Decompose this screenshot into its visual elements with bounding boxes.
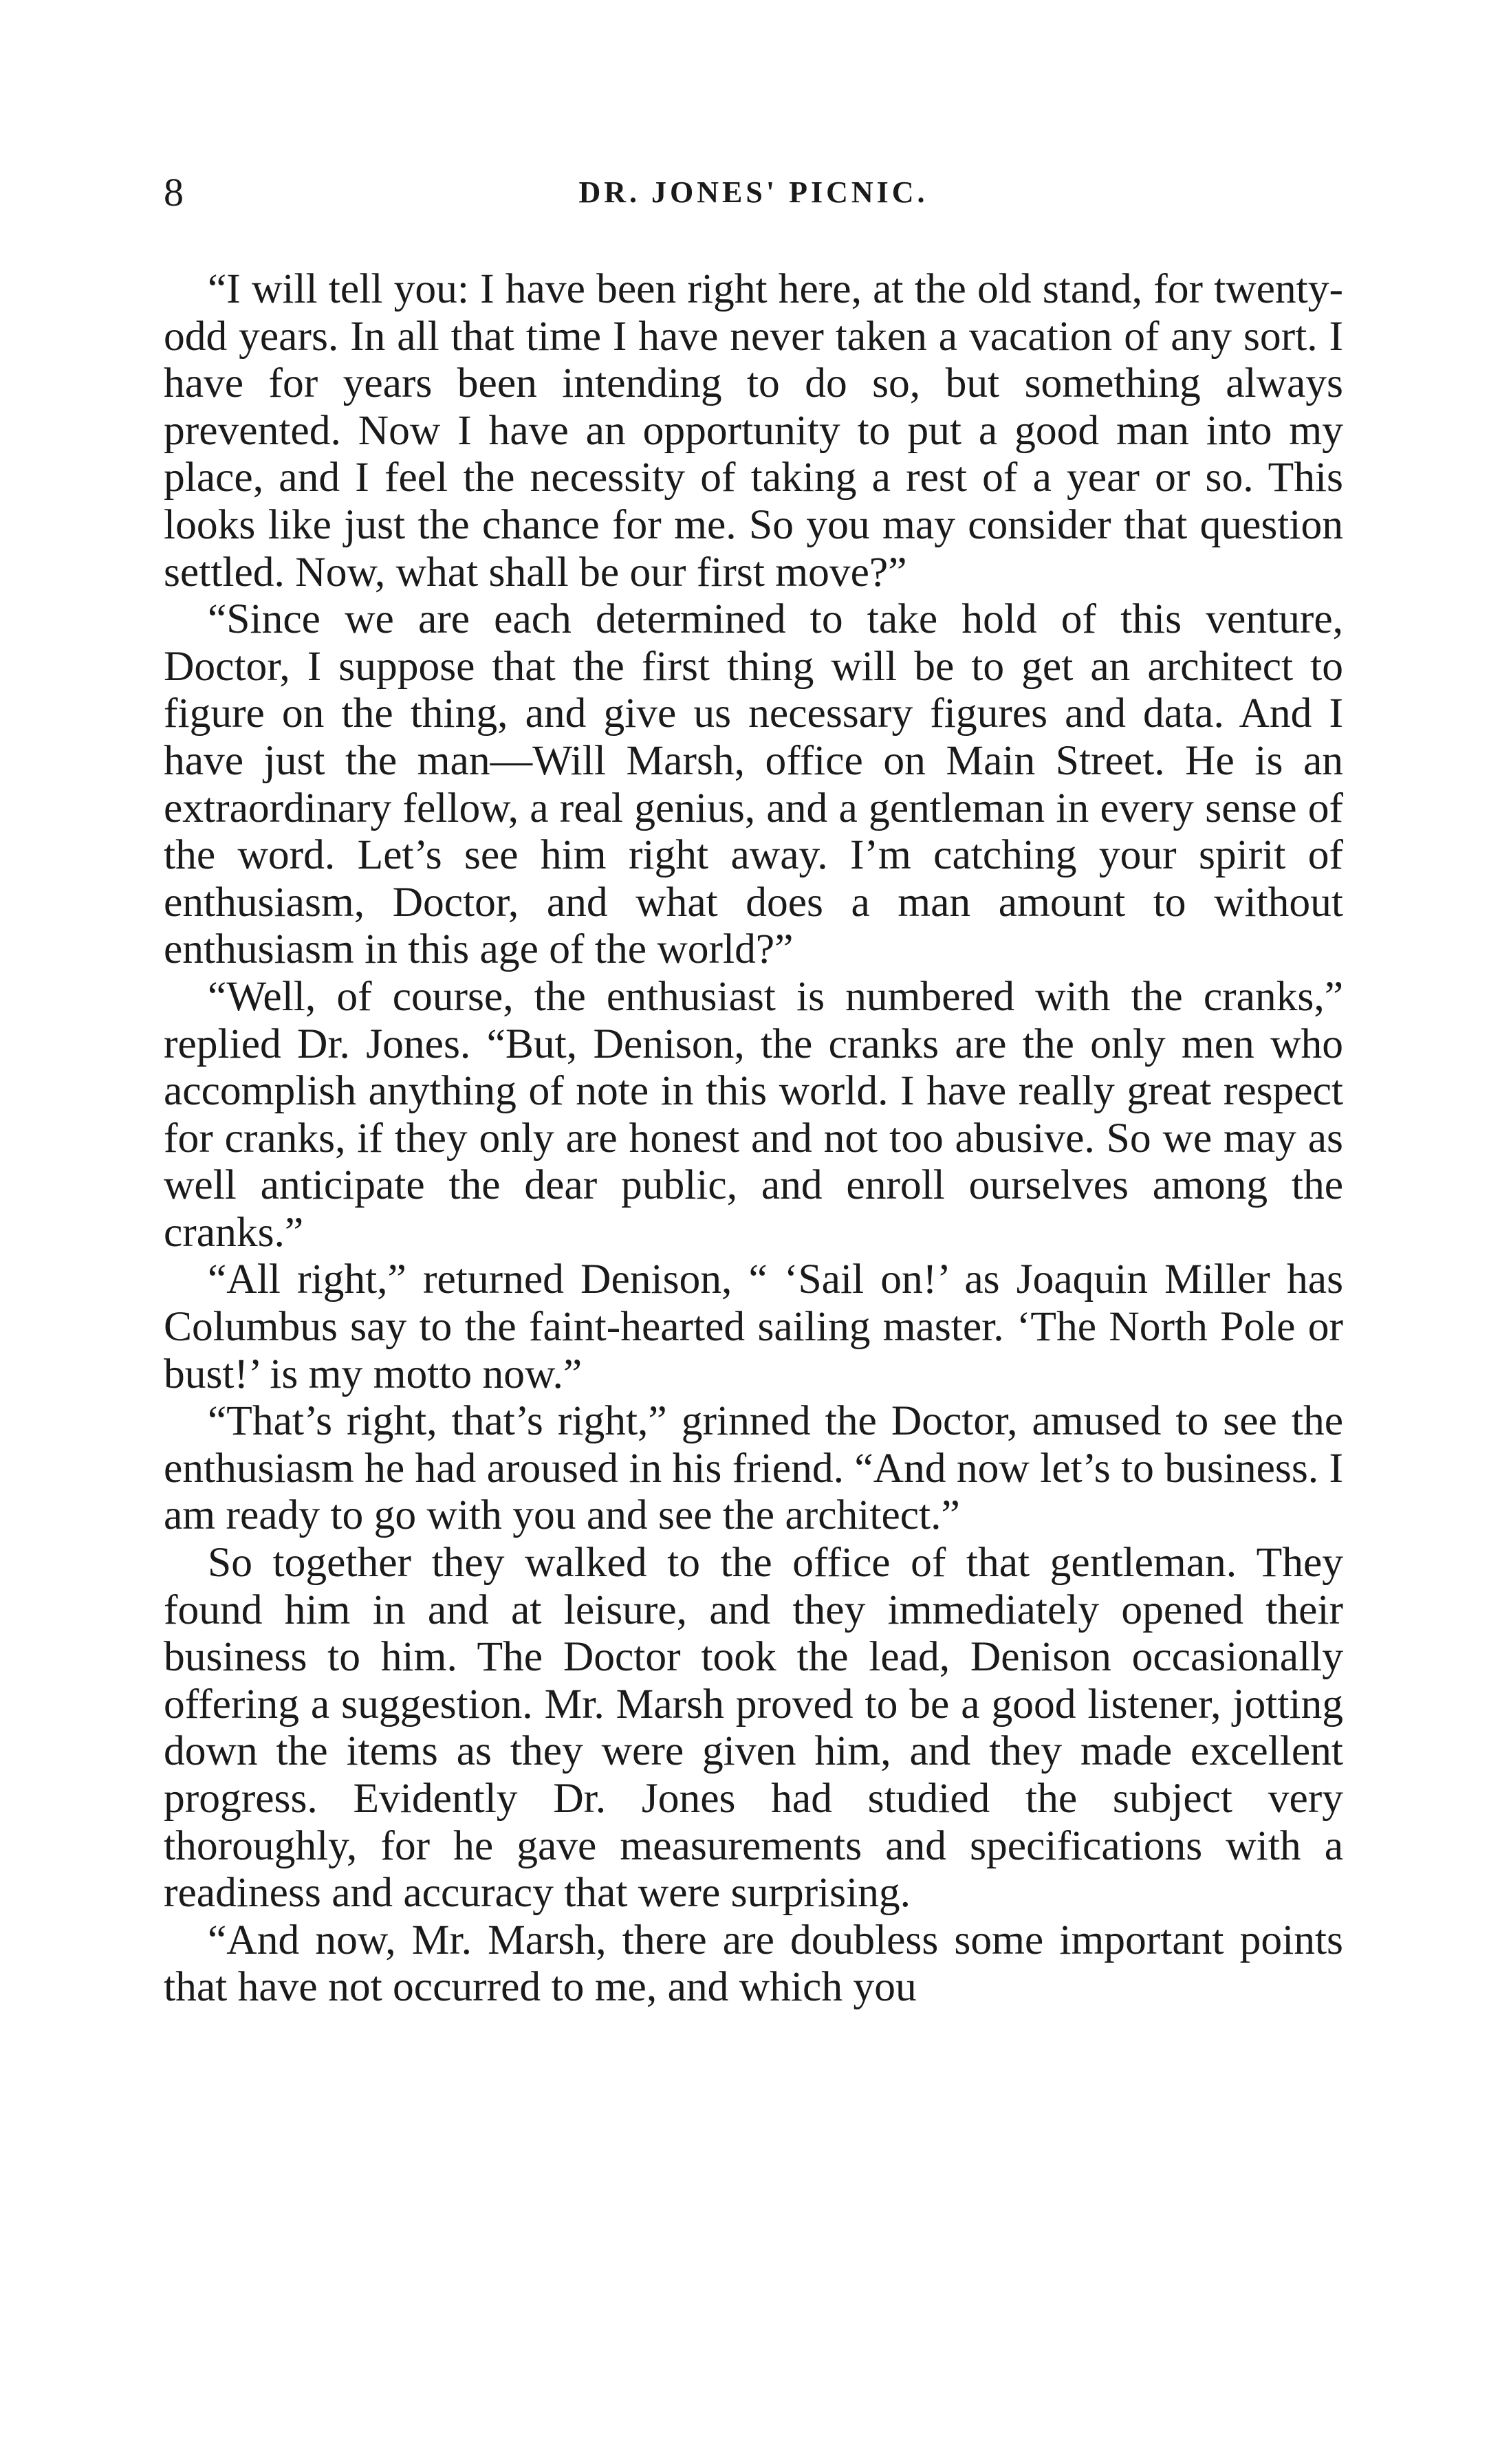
page-number: 8 (164, 170, 184, 215)
body-text (164, 265, 1343, 2011)
running-head (164, 165, 1343, 220)
paragraph-7: “And now, Mr. Marsh, there are doubless some important points that have not occurred to me, and which you (164, 1916, 1343, 2011)
paragraph-4: “All right,” returned Denison, “ ‘Sail on!’ as Joaquin Miller has Columbus say to the faint-hearted sailing master. ‘The North Pole or bust!’ is my motto now.” (164, 1256, 1343, 1397)
paragraph-5: “That’s right, that’s right,” grinned the Doctor, amused to see the enthusiasm he had aroused in his friend. “And now let’s to business. I am ready to go with you and see the architect.” (164, 1397, 1343, 1539)
paragraph-1: “I will tell you: I have been right here, at the old stand, for twenty-odd years. In all that time I have never taken a vacation of any sort. I have for years been intending to do so, but something always prevented. Now I have an opportunity to put a good man into my place, and I feel the necessity of taking a rest of a year or so. This looks like just the chance for me. So you may consider that question settled. Now, what shall be our first move?” (164, 265, 1343, 596)
running-title: DR. JONES' PICNIC. (578, 175, 928, 209)
paragraph-3: “Well, of course, the enthusiast is numbered with the cranks,” replied Dr. Jones. “But, Denison, the cranks are the only men who accomplish anything of note in this world. I have really great respect for cranks, if they only are honest and not too abusive. So we may as well anticipate the dear public, and enroll ourselves among the cranks.” (164, 972, 1343, 1256)
paragraph-6: So together they walked to the office of that gentleman. They found him in and at leisure, and they immediately opened their business to him. The Doctor took the lead, Denison occasionally offering a suggestion. Mr. Marsh proved to be a good listener, jotting down the items as they were given him, and they made excellent progress. Evidently Dr. Jones had studied the subject very thoroughly, for he gave measurements and specifications with a readiness and accuracy that were surprising. (164, 1539, 1343, 1917)
paragraph-2: “Since we are each determined to take hold of this venture, Doctor, I suppose that the first thing will be to get an architect to figure on the thing, and give us necessary figures and data. And I have just the man—Will Marsh, office on Main Street. He is an extraordinary fellow, a real genius, and a gentleman in every sense of the word. Let’s see him right away. I’m catching your spirit of enthusiasm, Doctor, and what does a man amount to without enthusiasm in this age of the world?” (164, 596, 1343, 973)
